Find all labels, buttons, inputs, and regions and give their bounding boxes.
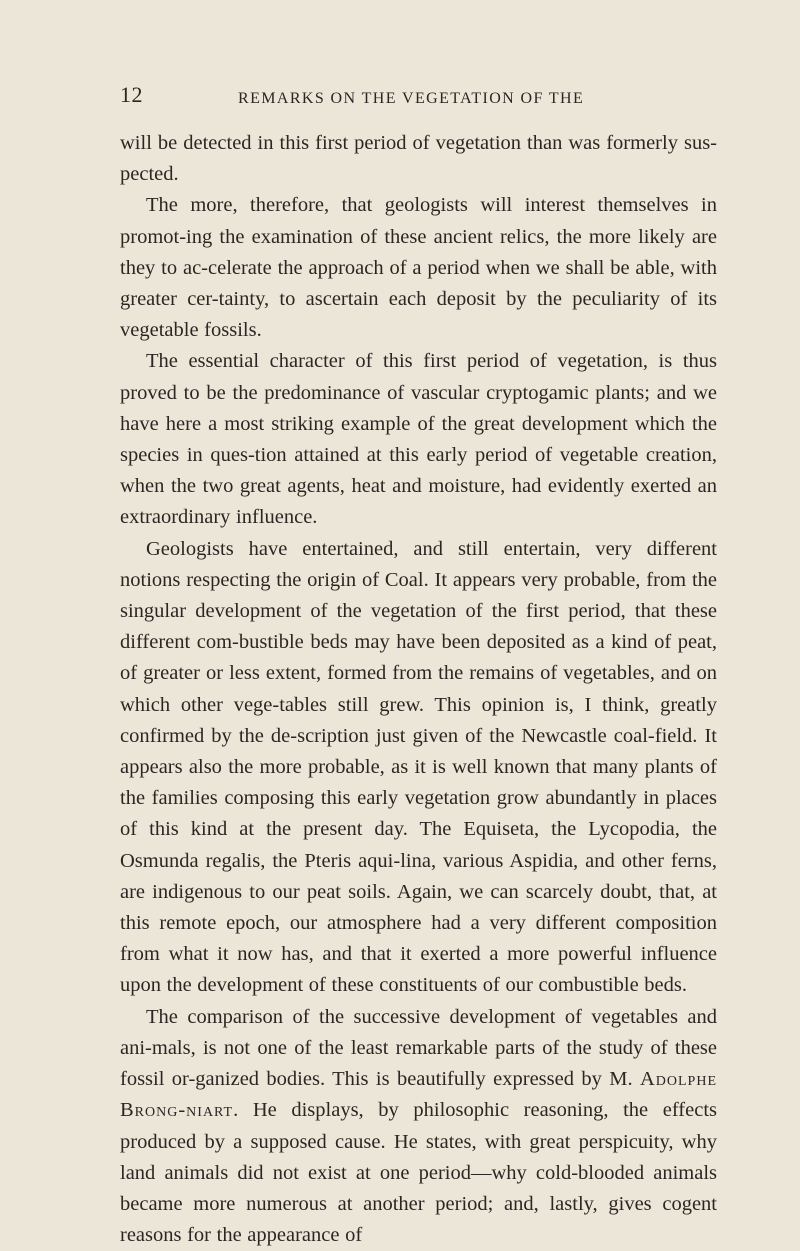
- paragraph-essential-character: The essential character of this first period of vegetation, is thus proved to be the predominance of vascular cryptogamic plants; and we have here a most striking example of the great development which the species in ques-tion attained at this early period of vegetable creation, when the two great agents, heat and moisture, had evidently exerted an extraordinary influence.: [120, 350, 717, 529]
- paragraph-origin-of-coal: Geologists have entertained, and still entertain, very different notions respecting the origin of Coal. It appears very probable, from the singular development of the vegetation of the first period, that these different com-bustible beds may have been deposited as a kind of peat, of greater or less extent, formed from the remains of vegetables, and on which other vege-tables still grew. This opinion is, I think, greatly confirmed by the de-scription just given of the Newcastle coal-field. It appears also the more probable, as it is well known that many plants of the families composing this early vegetation grow abundantly in places of this kind at the present day. The Equiseta, the Lycopodia, the Osmunda regalis, the Pteris aqui-lina, various Aspidia, and other ferns, are indigenous to our peat soils. Again, we can scarcely doubt, that, at this remote epoch, our atmosphere had a very different composition from what it now has, and that it exerted a more powerful influence upon the development of these constituents of our combustible beds.: [120, 537, 717, 997]
- body-text: [120, 128, 717, 1251]
- paragraph-comparison-text-after: . He displays, by philosophic reasoning, the effects produced by a supposed cause. He states, with great perspicuity, why land animals did not exist at one period—why cold-blooded animals became more numerous at another period; and, lastly, gives cogent reasons for the appearance of: [120, 1099, 717, 1247]
- author-name: Adolphe Brong-niart: [120, 1068, 717, 1122]
- page-number: 12: [120, 82, 143, 107]
- paragraph-comparison-text-before: The comparison of the successive development of vegetables and ani-mals, is not one of the least remarkable parts of the study of these fossil or-ganized bodies. This is beautifully expressed by M.: [120, 1005, 717, 1091]
- paragraph-continuation: will be detected in this first period of vegetation than was formerly sus-pected.: [120, 132, 717, 186]
- running-head: REMARKS ON THE VEGETATION OF THE: [238, 90, 585, 107]
- paragraph-comparison: [120, 1002, 717, 1251]
- paragraph-geologists-interest: The more, therefore, that geologists will interest themselves in promot-ing the examination of these ancient relics, the more likely are they to ac-celerate the approach of a period when we shall be able, with greater cer-tainty, to ascertain each deposit by the peculiarity of its vegetable fossils.: [120, 194, 717, 342]
